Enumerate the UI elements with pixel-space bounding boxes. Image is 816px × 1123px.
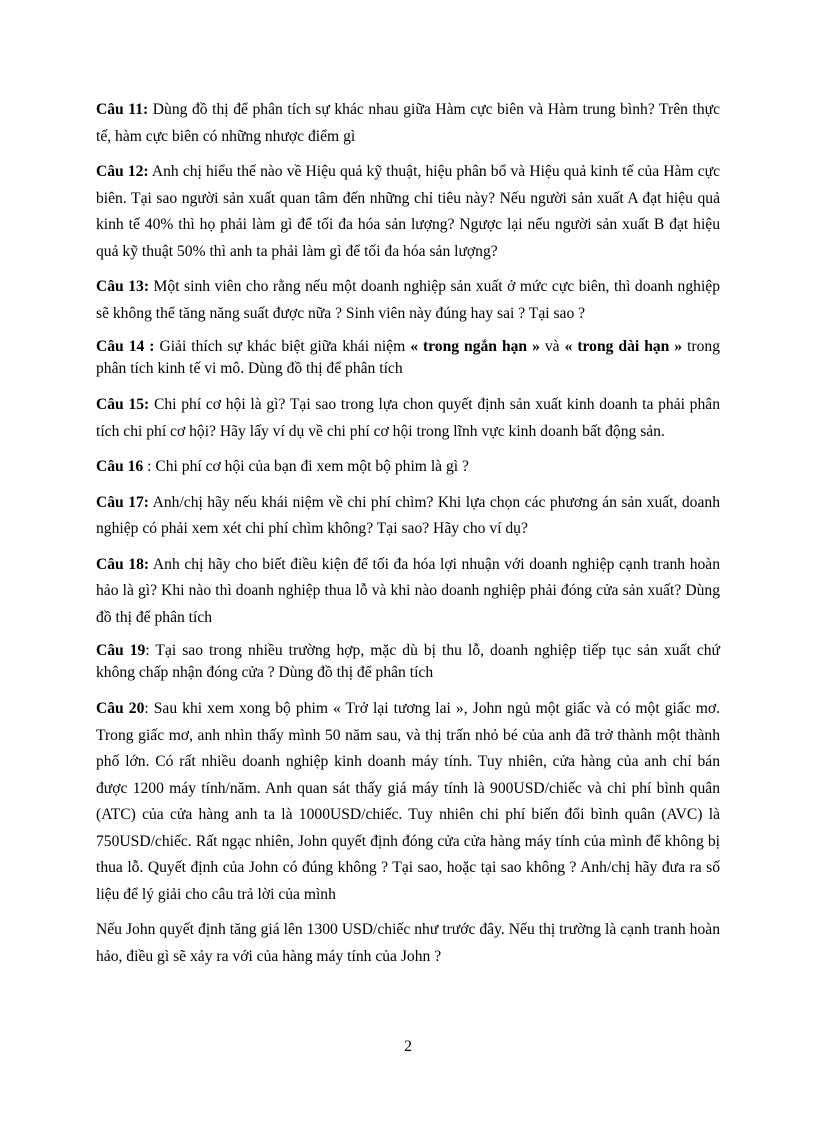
question-text: Chi phí cơ hội là gì? Tại sao trong lựa chon quyết định sản xuất kinh doanh ta phải phân tích chi phí cơ hội? Hãy lấy ví dụ về chi phí cơ hội trong lĩnh vực kinh doanh bất động sản. — [96, 396, 720, 440]
term-long-run: « trong dài hạn » — [564, 338, 683, 355]
question-label: Câu 15: — [96, 396, 150, 413]
question-text: Một sinh viên cho rằng nếu một doanh nghiệp sản xuất ở mức cực biên, thì doanh nghiệp sẽ không thể tăng năng suất được nữa ? Sinh viên này đúng hay sai ? Tại sao ? — [96, 278, 720, 322]
question-11 — [96, 97, 720, 150]
question-text: : Chi phí cơ hội của bạn đi xem một bộ phim là gì ? — [143, 458, 469, 475]
question-label: Câu 18: — [96, 555, 150, 573]
page-number: 2 — [404, 1038, 412, 1055]
question-text: trong phân tích kinh tế vi mô. Dùng đồ thị để phân tích — [96, 338, 721, 377]
question-text: Anh chị hiểu thế nào về Hiệu quả kỹ thuật, hiệu phân bổ và Hiệu quả kinh tế của Hàm cực biên. Tại sao người sản xuất quan tâm đến những chỉ tiêu này? Nếu người sản xuất A đạt hiệu quả kinh tế 40% thì họ phải làm gì để tối đa hóa sản lượng? Ngược lại nếu người sản xuất B đạt hiệu quả kỹ thuật 50% thì anh ta phải làm gì để tối đa hóa sản lượng? — [96, 163, 720, 260]
question-text: Anh chị hãy cho biết điều kiện để tối đa hóa lợi nhuận với doanh nghiệp cạnh tranh hoàn hảo là gì? Khi nào thì doanh nghiệp thua lỗ và khi nào doanh nghiệp phải đóng cửa sản xuất? Dùng đồ thị để phân tích — [96, 555, 721, 626]
question-label: Câu 11: — [96, 101, 149, 118]
question-label: Câu 20 — [96, 700, 145, 717]
question-20 — [96, 696, 720, 908]
question-13 — [96, 274, 720, 327]
question-label: Câu 16 — [96, 458, 144, 475]
question-16 — [96, 454, 720, 481]
question-label: Câu 14 : — [96, 338, 155, 355]
question-15 — [96, 392, 720, 445]
question-label: Câu 12: — [96, 163, 149, 180]
question-20-followup: Nếu John quyết định tăng giá lên 1300 USD/chiếc như trước đây. Nếu thị trường là cạnh tranh hoàn hảo, điều gì sẽ xảy ra với của hàng máy tính của John ? — [96, 921, 720, 965]
question-label: Câu 13: — [96, 278, 150, 295]
question-19 — [96, 640, 720, 684]
question-17 — [96, 490, 720, 543]
question-list — [96, 97, 720, 979]
question-text: Anh/chị hãy nếu khái niệm về chi phí chìm? Khi lựa chọn các phương án sản xuất, doanh nghiệp có phải xem xét chi phí chìm không? Tại sao? Hãy cho ví dụ? — [96, 493, 720, 537]
question-label: Câu 19 — [96, 642, 146, 659]
question-text: và — [539, 338, 565, 355]
question-text: Giải thích sự khác biệt giữa khái niệm — [154, 338, 411, 355]
question-18 — [96, 552, 720, 632]
question-12 — [96, 159, 720, 265]
question-text: : Sau khi xem xong bộ phim « Trở lại tương lai », John ngủ một giấc và có một giấc mơ. Trong giấc mơ, anh nhìn thấy mình 50 năm sau, và thị trấn nhỏ bé của anh đã trở thành một thành phố lớn. Có rất nhiều doanh nghiệp kinh doanh máy tính. Tuy nhiên, cửa hàng của anh chỉ bán được 1200 máy tính/năm. Anh quan sát thấy giá máy tính là 900USD/chiếc và chi phí bình quân (ATC) của cửa hàng anh ta là 1000USD/chiếc. Tuy nhiên chi phí biến đổi bình quân (AVC) là 750USD/chiếc. Rất ngạc nhiên, John quyết định đóng cửa cửa hàng máy tính của mình để không bị thua lỗ. Quyết định của John có đúng không ? Tại sao, hoặc tại sao không ? Anh/chị hãy đưa ra số liệu để lý giải cho câu trả lời của mình — [96, 700, 720, 903]
question-text: : Tại sao trong nhiều trường hợp, mặc dù bị thu lỗ, doanh nghiệp tiếp tục sản xuất chứ không chấp nhận đóng cửa ? Dùng đồ thị để phân tích — [96, 642, 720, 681]
question-text: Dùng đồ thị để phân tích sự khác nhau giữa Hàm cực biên và Hàm trung bình? Trên thực tế, hàm cực biên có những nhược điểm gì — [96, 101, 720, 145]
question-label: Câu 17: — [96, 493, 149, 511]
question-14 — [96, 336, 720, 380]
term-short-run: « trong ngắn hạn » — [410, 338, 540, 355]
